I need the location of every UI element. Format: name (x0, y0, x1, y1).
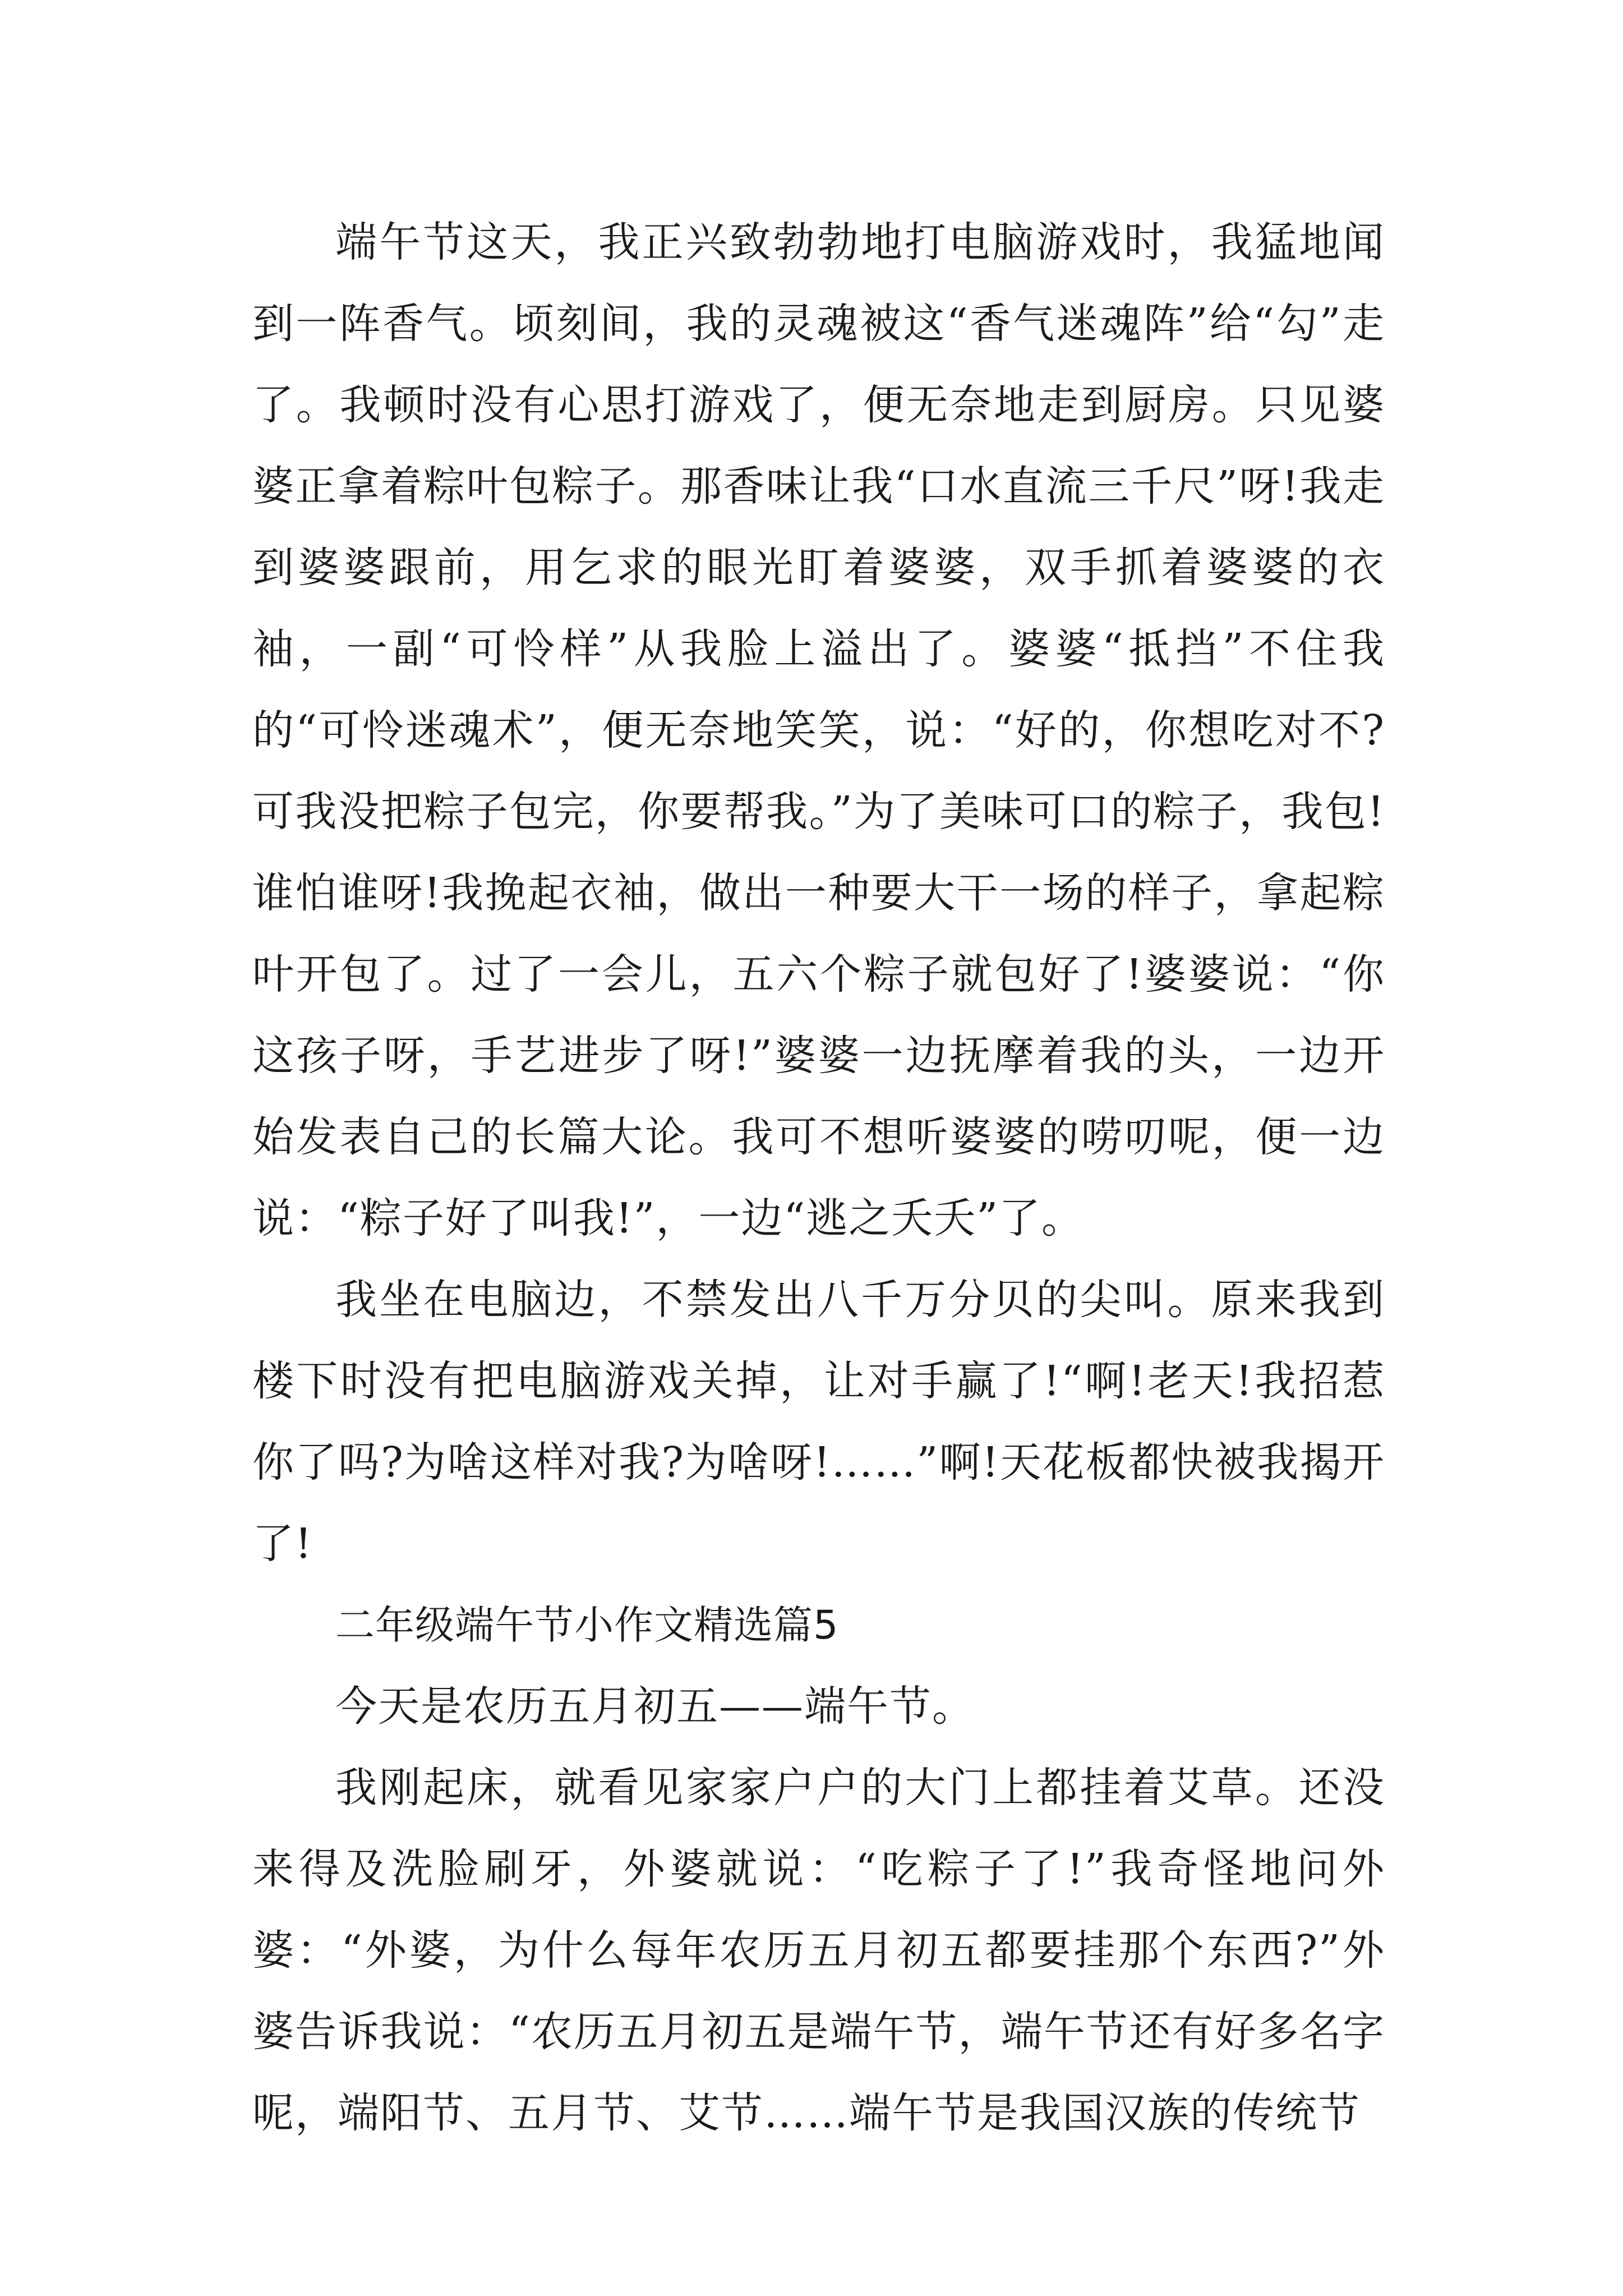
paragraph-2: 我坐在电脑边，不禁发出八千万分贝的尖叫。原来我到楼下时没有把电脑游戏关掉，让对手赢了!“啊!老天!我招惹你了吗?为啥这样对我?为啥呀!……”啊!天花板都快被我揭开了! (252, 1276, 1385, 1568)
paragraph-3: 今天是农历五月初五——端午节。 (335, 1682, 975, 1731)
paragraph-1: 端午节这天，我正兴致勃勃地打电脑游戏时，我猛地闻到一阵香气。顷刻间，我的灵魂被这“香气迷魂阵”给“勾”走了。我顿时没有心思打游戏了，便无奈地走到厨房。只见婆婆正拿着粽叶包粽子。那香味让我“口水直流三千尺”呀!我走到婆婆跟前，用乞求的眼光盯着婆婆，双手抓着婆婆的衣袖，一副“可怜样”从我脸上溢出了。婆婆“抵挡”不住我的“可怜迷魂术”，便无奈地笑笑，说：“好的，你想吃对不?可我没把粽子包完，你要帮我。”为了美味可口的粽子，我包!谁怕谁呀!我挽起衣袖，做出一种要大干一场的样子，拿起粽叶开包了。过了一会儿，五六个粽子就包好了!婆婆说：“你这孩子呀，手艺进步了呀!”婆婆一边抚摩着我的头，一边开始发表自己的长篇大论。我可不想听婆婆的唠叨呢，便一边说：“粽子好了叫我!”，一边“逃之夭夭”了。 (252, 218, 1385, 1243)
document-body (252, 202, 1385, 2154)
section-heading: 二年级端午节小作文精选篇5 (335, 1602, 839, 1648)
paragraph-4: 我刚起床，就看见家家户户的大门上都挂着艾草。还没来得及洗脸刷牙，外婆就说：“吃粽子了!”我奇怪地问外婆：“外婆，为什么每年农历五月初五都要挂那个东西?”外婆告诉我说：“农历五月初五是端午节，端午节还有好多名字呢，端阳节、五月节、艾节……端午节是我国汉族的传统节 (252, 1764, 1385, 2137)
